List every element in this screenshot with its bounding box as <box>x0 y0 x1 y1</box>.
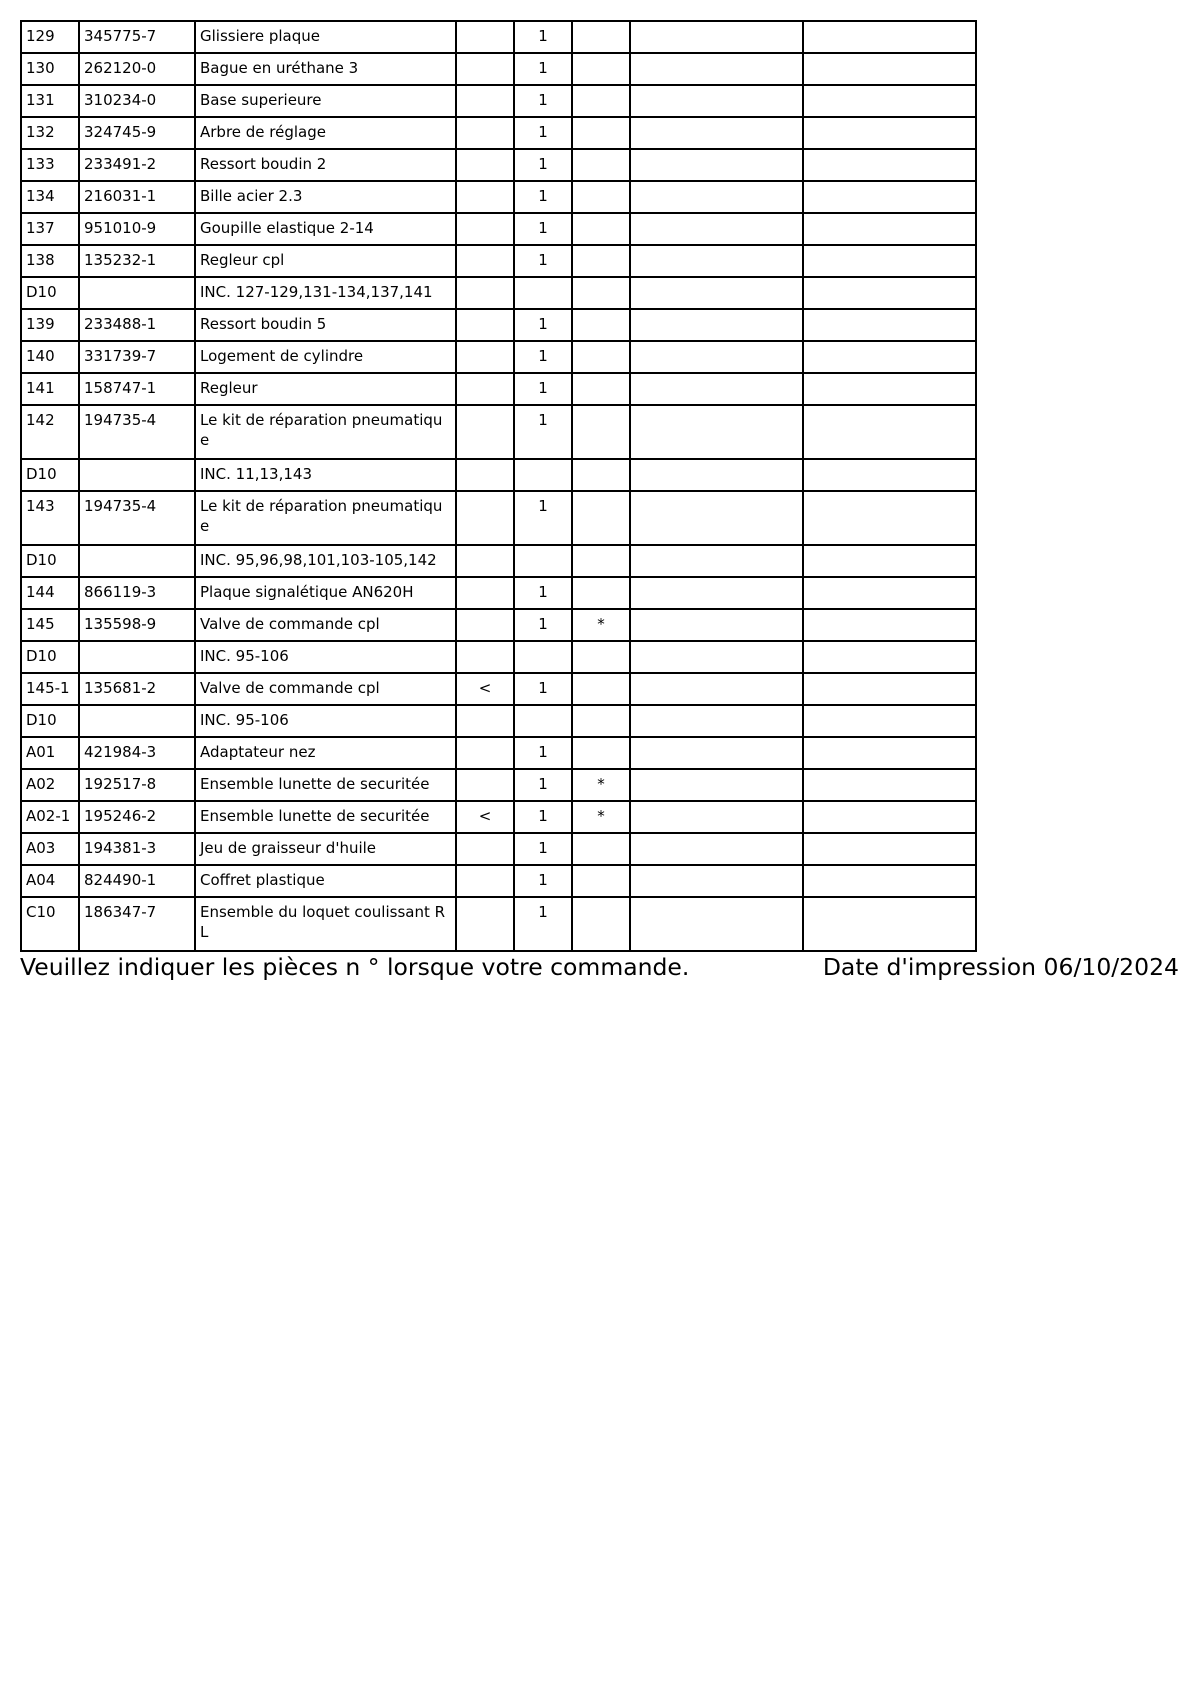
note-cell <box>572 117 630 149</box>
marker-cell <box>456 705 514 737</box>
quantity-cell: 1 <box>514 85 572 117</box>
item-number-cell: D10 <box>21 459 79 491</box>
item-number-cell: A02-1 <box>21 801 79 833</box>
part-number-cell: 186347-7 <box>79 897 195 951</box>
item-number-cell: 145-1 <box>21 673 79 705</box>
blank-cell <box>803 801 976 833</box>
blank-cell <box>803 577 976 609</box>
marker-cell <box>456 545 514 577</box>
description-cell: Base superieure <box>195 85 456 117</box>
table-row <box>21 213 976 245</box>
table-row <box>21 545 976 577</box>
note-cell: * <box>572 769 630 801</box>
quantity-cell: 1 <box>514 801 572 833</box>
quantity-cell <box>514 545 572 577</box>
blank-cell <box>630 341 803 373</box>
description-cell: INC. 127-129,131-134,137,141 <box>195 277 456 309</box>
quantity-cell: 1 <box>514 405 572 459</box>
item-number-cell: 138 <box>21 245 79 277</box>
item-number-cell: 143 <box>21 491 79 545</box>
note-cell <box>572 897 630 951</box>
table-row <box>21 705 976 737</box>
blank-cell <box>630 769 803 801</box>
description-cell: Valve de commande cpl <box>195 673 456 705</box>
description-cell: Bague en uréthane 3 <box>195 53 456 85</box>
part-number-cell: 192517-8 <box>79 769 195 801</box>
part-number-cell: 866119-3 <box>79 577 195 609</box>
blank-cell <box>630 53 803 85</box>
item-number-cell: D10 <box>21 705 79 737</box>
table-row <box>21 769 976 801</box>
note-cell <box>572 149 630 181</box>
note-cell <box>572 21 630 53</box>
item-number-cell: 137 <box>21 213 79 245</box>
blank-cell <box>803 491 976 545</box>
blank-cell <box>803 277 976 309</box>
part-number-cell <box>79 459 195 491</box>
description-cell: Jeu de graisseur d'huile <box>195 833 456 865</box>
table-row <box>21 577 976 609</box>
part-number-cell: 421984-3 <box>79 737 195 769</box>
item-number-cell: 142 <box>21 405 79 459</box>
part-number-cell: 233491-2 <box>79 149 195 181</box>
marker-cell <box>456 149 514 181</box>
part-number-cell: 262120-0 <box>79 53 195 85</box>
table-row <box>21 21 976 53</box>
quantity-cell: 1 <box>514 737 572 769</box>
item-number-cell: A02 <box>21 769 79 801</box>
note-cell <box>572 577 630 609</box>
blank-cell <box>630 149 803 181</box>
table-row <box>21 245 976 277</box>
item-number-cell: A03 <box>21 833 79 865</box>
blank-cell <box>803 737 976 769</box>
blank-cell <box>803 459 976 491</box>
quantity-cell <box>514 459 572 491</box>
description-cell: Glissiere plaque <box>195 21 456 53</box>
table-row <box>21 341 976 373</box>
item-number-cell: 139 <box>21 309 79 341</box>
item-number-cell: D10 <box>21 545 79 577</box>
table-row <box>21 405 976 459</box>
description-cell: Valve de commande cpl <box>195 609 456 641</box>
quantity-cell: 1 <box>514 609 572 641</box>
item-number-cell: C10 <box>21 897 79 951</box>
quantity-cell: 1 <box>514 213 572 245</box>
description-cell: Regleur <box>195 373 456 405</box>
description-cell: Regleur cpl <box>195 245 456 277</box>
description-cell: Plaque signalétique AN620H <box>195 577 456 609</box>
quantity-cell: 1 <box>514 769 572 801</box>
blank-cell <box>803 833 976 865</box>
blank-cell <box>803 865 976 897</box>
item-number-cell: 134 <box>21 181 79 213</box>
note-cell <box>572 545 630 577</box>
marker-cell <box>456 277 514 309</box>
note-cell <box>572 491 630 545</box>
marker-cell <box>456 405 514 459</box>
description-cell: INC. 95,96,98,101,103-105,142 <box>195 545 456 577</box>
item-number-cell: 141 <box>21 373 79 405</box>
quantity-cell: 1 <box>514 53 572 85</box>
table-row <box>21 53 976 85</box>
quantity-cell <box>514 641 572 673</box>
table-row <box>21 673 976 705</box>
description-cell: Adaptateur nez <box>195 737 456 769</box>
table-row <box>21 85 976 117</box>
blank-cell <box>803 897 976 951</box>
blank-cell <box>803 769 976 801</box>
quantity-cell <box>514 705 572 737</box>
marker-cell <box>456 341 514 373</box>
marker-cell <box>456 641 514 673</box>
quantity-cell: 1 <box>514 181 572 213</box>
blank-cell <box>630 577 803 609</box>
blank-cell <box>630 245 803 277</box>
part-number-cell: 135681-2 <box>79 673 195 705</box>
blank-cell <box>630 117 803 149</box>
blank-cell <box>630 181 803 213</box>
item-number-cell: 132 <box>21 117 79 149</box>
marker-cell <box>456 181 514 213</box>
marker-cell <box>456 459 514 491</box>
item-number-cell: A01 <box>21 737 79 769</box>
description-cell: Bille acier 2.3 <box>195 181 456 213</box>
blank-cell <box>630 641 803 673</box>
blank-cell <box>803 245 976 277</box>
marker-cell <box>456 865 514 897</box>
item-number-cell: D10 <box>21 641 79 673</box>
description-cell: Ensemble du loquet coulissant R L <box>195 897 456 951</box>
marker-cell <box>456 897 514 951</box>
table-row <box>21 641 976 673</box>
quantity-cell <box>514 277 572 309</box>
blank-cell <box>803 117 976 149</box>
table-row <box>21 309 976 341</box>
description-cell: Logement de cylindre <box>195 341 456 373</box>
quantity-cell: 1 <box>514 897 572 951</box>
blank-cell <box>630 865 803 897</box>
quantity-cell: 1 <box>514 245 572 277</box>
blank-cell <box>803 213 976 245</box>
item-number-cell: 129 <box>21 21 79 53</box>
table-row <box>21 833 976 865</box>
marker-cell: < <box>456 673 514 705</box>
quantity-cell: 1 <box>514 865 572 897</box>
description-cell: Le kit de réparation pneumatique <box>195 405 456 459</box>
item-number-cell: A04 <box>21 865 79 897</box>
part-number-cell: 310234-0 <box>79 85 195 117</box>
blank-cell <box>630 705 803 737</box>
blank-cell <box>630 459 803 491</box>
description-cell: INC. 95-106 <box>195 705 456 737</box>
note-cell <box>572 341 630 373</box>
note-cell <box>572 673 630 705</box>
quantity-cell: 1 <box>514 373 572 405</box>
blank-cell <box>803 405 976 459</box>
blank-cell <box>630 833 803 865</box>
blank-cell <box>803 373 976 405</box>
description-cell: INC. 11,13,143 <box>195 459 456 491</box>
part-number-cell: 324745-9 <box>79 117 195 149</box>
description-cell: Ensemble lunette de securitée <box>195 769 456 801</box>
description-cell: Ensemble lunette de securitée <box>195 801 456 833</box>
note-cell <box>572 405 630 459</box>
marker-cell <box>456 833 514 865</box>
blank-cell <box>630 21 803 53</box>
blank-cell <box>803 609 976 641</box>
table-row <box>21 373 976 405</box>
blank-cell <box>630 277 803 309</box>
blank-cell <box>630 85 803 117</box>
table-row <box>21 865 976 897</box>
marker-cell <box>456 577 514 609</box>
note-cell <box>572 85 630 117</box>
marker-cell <box>456 769 514 801</box>
note-cell <box>572 277 630 309</box>
item-number-cell: 144 <box>21 577 79 609</box>
quantity-cell: 1 <box>514 149 572 181</box>
blank-cell <box>803 149 976 181</box>
item-number-cell: 131 <box>21 85 79 117</box>
part-number-cell: 345775-7 <box>79 21 195 53</box>
note-cell: * <box>572 609 630 641</box>
blank-cell <box>803 181 976 213</box>
part-number-cell: 216031-1 <box>79 181 195 213</box>
note-cell <box>572 865 630 897</box>
note-cell <box>572 181 630 213</box>
description-cell: Arbre de réglage <box>195 117 456 149</box>
quantity-cell: 1 <box>514 833 572 865</box>
item-number-cell: D10 <box>21 277 79 309</box>
item-number-cell: 130 <box>21 53 79 85</box>
quantity-cell: 1 <box>514 491 572 545</box>
note-cell <box>572 641 630 673</box>
description-cell: Ressort boudin 5 <box>195 309 456 341</box>
parts-table <box>20 20 977 952</box>
blank-cell <box>803 545 976 577</box>
quantity-cell: 1 <box>514 577 572 609</box>
table-row <box>21 491 976 545</box>
quantity-cell: 1 <box>514 673 572 705</box>
marker-cell <box>456 21 514 53</box>
part-number-cell: 195246-2 <box>79 801 195 833</box>
marker-cell <box>456 245 514 277</box>
note-cell <box>572 459 630 491</box>
blank-cell <box>630 673 803 705</box>
blank-cell <box>803 673 976 705</box>
marker-cell: < <box>456 801 514 833</box>
marker-cell <box>456 53 514 85</box>
print-date: Date d'impression 06/10/2024 <box>822 953 1179 981</box>
part-number-cell: 331739-7 <box>79 341 195 373</box>
part-number-cell <box>79 641 195 673</box>
part-number-cell: 194381-3 <box>79 833 195 865</box>
blank-cell <box>630 213 803 245</box>
part-number-cell <box>79 705 195 737</box>
table-row <box>21 737 976 769</box>
quantity-cell: 1 <box>514 309 572 341</box>
item-number-cell: 140 <box>21 341 79 373</box>
footer-note: Veuillez indiquer les pièces n ° lorsque votre commande. <box>20 953 690 981</box>
table-row <box>21 897 976 951</box>
blank-cell <box>803 53 976 85</box>
note-cell <box>572 213 630 245</box>
part-number-cell: 951010-9 <box>79 213 195 245</box>
part-number-cell <box>79 277 195 309</box>
blank-cell <box>803 309 976 341</box>
blank-cell <box>803 21 976 53</box>
part-number-cell: 194735-4 <box>79 405 195 459</box>
blank-cell <box>630 309 803 341</box>
part-number-cell: 824490-1 <box>79 865 195 897</box>
blank-cell <box>630 491 803 545</box>
table-row <box>21 459 976 491</box>
blank-cell <box>630 545 803 577</box>
part-number-cell: 135598-9 <box>79 609 195 641</box>
note-cell <box>572 737 630 769</box>
blank-cell <box>803 641 976 673</box>
description-cell: Ressort boudin 2 <box>195 149 456 181</box>
part-number-cell: 135232-1 <box>79 245 195 277</box>
note-cell <box>572 373 630 405</box>
description-cell: Goupille elastique 2-14 <box>195 213 456 245</box>
table-row <box>21 117 976 149</box>
description-cell: Le kit de réparation pneumatique <box>195 491 456 545</box>
parts-table-body <box>21 21 976 951</box>
table-row <box>21 149 976 181</box>
marker-cell <box>456 85 514 117</box>
part-number-cell <box>79 545 195 577</box>
marker-cell <box>456 491 514 545</box>
marker-cell <box>456 117 514 149</box>
note-cell <box>572 53 630 85</box>
blank-cell <box>803 341 976 373</box>
note-cell <box>572 705 630 737</box>
blank-cell <box>803 705 976 737</box>
marker-cell <box>456 609 514 641</box>
table-row <box>21 801 976 833</box>
marker-cell <box>456 309 514 341</box>
marker-cell <box>456 213 514 245</box>
note-cell <box>572 309 630 341</box>
item-number-cell: 145 <box>21 609 79 641</box>
note-cell <box>572 245 630 277</box>
part-number-cell: 233488-1 <box>79 309 195 341</box>
blank-cell <box>630 405 803 459</box>
item-number-cell: 133 <box>21 149 79 181</box>
table-row <box>21 609 976 641</box>
part-number-cell: 194735-4 <box>79 491 195 545</box>
quantity-cell: 1 <box>514 341 572 373</box>
quantity-cell: 1 <box>514 21 572 53</box>
table-row <box>21 181 976 213</box>
marker-cell <box>456 373 514 405</box>
marker-cell <box>456 737 514 769</box>
description-cell: INC. 95-106 <box>195 641 456 673</box>
blank-cell <box>630 801 803 833</box>
blank-cell <box>630 373 803 405</box>
table-row <box>21 277 976 309</box>
part-number-cell: 158747-1 <box>79 373 195 405</box>
note-cell: * <box>572 801 630 833</box>
blank-cell <box>630 897 803 951</box>
blank-cell <box>630 609 803 641</box>
blank-cell <box>803 85 976 117</box>
blank-cell <box>630 737 803 769</box>
note-cell <box>572 833 630 865</box>
description-cell: Coffret plastique <box>195 865 456 897</box>
quantity-cell: 1 <box>514 117 572 149</box>
